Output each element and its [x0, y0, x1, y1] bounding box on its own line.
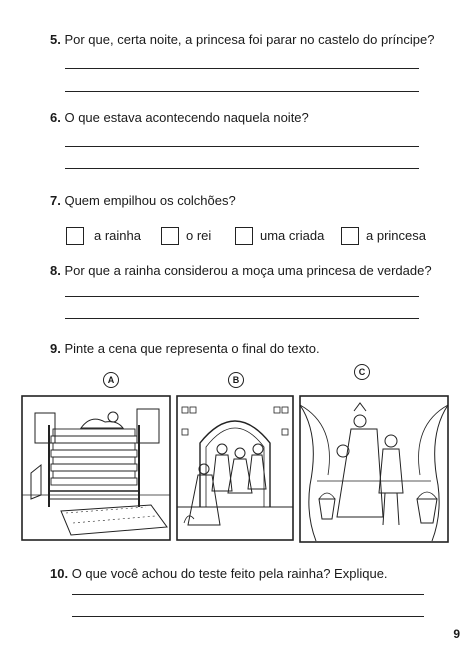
option-label-o-rei: o rei	[186, 228, 212, 243]
scene-c-label: C	[354, 364, 370, 380]
question-8	[50, 263, 432, 278]
question-5-number: 5.	[50, 32, 61, 47]
option-label-a-princesa: a princesa	[366, 228, 426, 243]
answer-line[interactable]	[72, 616, 424, 617]
option-checkbox-uma-criada[interactable]	[235, 227, 253, 245]
option-label-uma-criada: uma criada	[260, 228, 325, 243]
question-9-text: Pinte a cena que representa o final do texto.	[64, 341, 320, 356]
answer-line[interactable]	[65, 91, 419, 92]
scene-a-illustration[interactable]	[21, 395, 171, 541]
option-checkbox-a-princesa[interactable]	[341, 227, 359, 245]
question-8-text: Por que a rainha considerou a moça uma princesa de verdade?	[64, 263, 432, 278]
question-7-number: 7.	[50, 193, 61, 208]
question-6-number: 6.	[50, 110, 61, 125]
question-9-number: 9.	[50, 341, 61, 356]
option-checkbox-o-rei[interactable]	[161, 227, 179, 245]
scene-b-label: B	[228, 372, 244, 388]
answer-line[interactable]	[72, 594, 424, 595]
question-7	[50, 193, 236, 208]
question-5-text: Por que, certa noite, a princesa foi parar no castelo do príncipe?	[64, 32, 435, 47]
answer-line[interactable]	[65, 318, 419, 319]
page-number: 9	[453, 627, 460, 641]
question-10-text: O que você achou do teste feito pela rainha? Explique.	[71, 566, 388, 581]
question-6-text: O que estava acontecendo naquela noite?	[64, 110, 309, 125]
scene-a-label: A	[103, 372, 119, 388]
question-7-text: Quem empilhou os colchões?	[64, 193, 236, 208]
option-checkbox-a-rainha[interactable]	[66, 227, 84, 245]
option-label-a-rainha: a rainha	[94, 228, 141, 243]
answer-line[interactable]	[65, 68, 419, 69]
question-10	[50, 566, 388, 581]
scene-b-illustration[interactable]	[176, 395, 294, 541]
answer-line[interactable]	[65, 146, 419, 147]
question-8-number: 8.	[50, 263, 61, 278]
answer-line[interactable]	[65, 168, 419, 169]
question-6	[50, 110, 309, 125]
question-5	[50, 32, 434, 47]
scene-c-illustration[interactable]	[299, 395, 449, 543]
question-9	[50, 341, 320, 356]
question-10-number: 10.	[50, 566, 69, 581]
answer-line[interactable]	[65, 296, 419, 297]
